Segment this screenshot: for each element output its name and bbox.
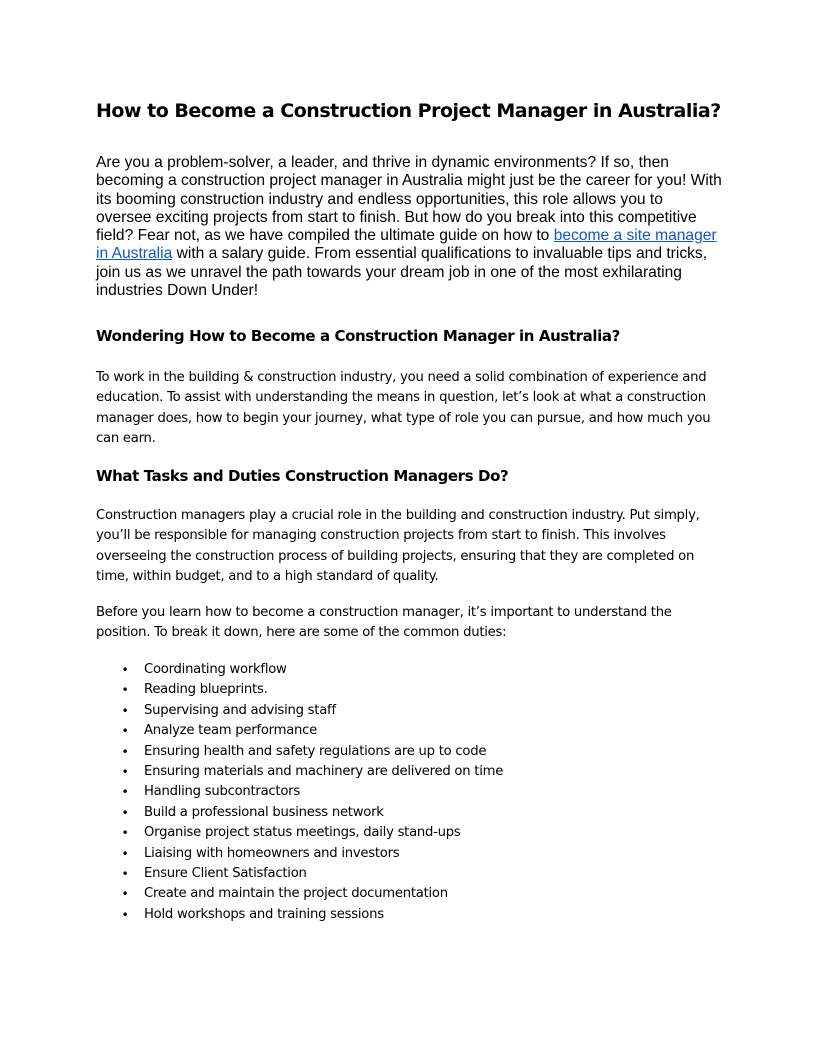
page-title: How to Become a Construction Project Manager in Australia? — [96, 100, 721, 122]
section-paragraph-wondering: To work in the building & construction industry, you need a solid combination of experience and education. To assist with understanding the means in question, let’s look at what a construction manager does, how to begin your journey, what type of role you can pursue, and how much you can earn. — [96, 370, 711, 446]
bullet-icon: • — [121, 764, 129, 779]
duty-list-item — [96, 782, 722, 802]
duty-text: Organise project status meetings, daily stand-ups — [144, 825, 461, 841]
duty-text: Ensuring health and safety regulations are up to code — [144, 743, 487, 759]
duty-text: Build a professional business network — [144, 804, 384, 820]
duty-text: Create and maintain the project documentation — [144, 886, 448, 902]
intro-paragraph — [96, 154, 722, 300]
duty-text: Analyze team performance — [144, 723, 318, 739]
section-paragraph-role: Construction managers play a crucial role in the building and construction industry. Put simply, you’ll be responsible for managing construction projects from start to finish. This involves overseeing the construction process of building projects, ensuring that they are completed on time, within budget, and to a high standard of quality. — [96, 508, 700, 584]
site-manager-link[interactable]: become a site manager in Australia — [96, 227, 717, 263]
bullet-icon: • — [121, 703, 129, 718]
duty-text: Reading blueprints. — [144, 682, 268, 698]
duty-text: Ensuring materials and machinery are delivered on time — [144, 763, 504, 779]
bullet-icon: • — [121, 826, 129, 841]
bullet-icon: • — [121, 744, 129, 759]
duty-list-item — [96, 701, 722, 721]
duty-list-item — [96, 823, 722, 843]
bullet-icon: • — [121, 724, 129, 739]
duty-list-item — [96, 742, 722, 762]
bullet-icon: • — [121, 907, 129, 922]
bullet-icon: • — [121, 785, 129, 800]
bullet-icon: • — [121, 866, 129, 881]
duty-list-item — [96, 762, 722, 782]
duty-list-item — [96, 803, 722, 823]
duty-list-item — [96, 864, 722, 884]
bullet-icon: • — [121, 663, 129, 677]
duty-text: Liaising with homeowners and investors — [144, 845, 400, 861]
duty-list-item — [96, 905, 722, 925]
duty-text: Handling subcontractors — [144, 784, 300, 800]
duty-text: Coordinating workflow — [144, 662, 287, 677]
intro-text-before-link: Are you a problem-solver, a leader, and thrive in dynamic environments? If so, then becoming a construction project manager in Australia might just be the career for you! With its booming construction industry and endless opportunities, this role allows you to oversee exciting projects from start to finish. But how do you break into this competitive field? Fear not, as we have compiled the ultimate guide on how to — [96, 154, 722, 245]
intro-text-after-link: with a salary guide. From essential qualifications to invaluable tips and tricks, join us as we unravel the path towards your dream job in one of the most exhilarating industries Down Under! — [96, 245, 708, 300]
duties-list — [96, 660, 722, 925]
section-heading-tasks-duties: What Tasks and Duties Construction Managers Do? — [96, 467, 509, 485]
duty-list-item — [96, 844, 722, 864]
duty-list-item — [96, 680, 722, 700]
duty-text: Supervising and advising staff — [144, 702, 336, 718]
duty-list-item — [96, 884, 722, 904]
bullet-icon: • — [121, 683, 129, 698]
duty-list-item — [96, 721, 722, 741]
duty-list-item — [96, 660, 722, 680]
section-heading-wondering: Wondering How to Become a Construction Manager in Australia? — [96, 327, 620, 345]
section-paragraph-duties-intro: Before you learn how to become a construction manager, it’s important to understand the position. To break it down, here are some of the common duties: — [96, 605, 672, 641]
bullet-icon: • — [121, 846, 129, 861]
bullet-icon: • — [121, 805, 129, 820]
duty-text: Ensure Client Satisfaction — [144, 865, 307, 881]
bullet-icon: • — [121, 887, 129, 902]
duty-text: Hold workshops and training sessions — [144, 906, 384, 922]
